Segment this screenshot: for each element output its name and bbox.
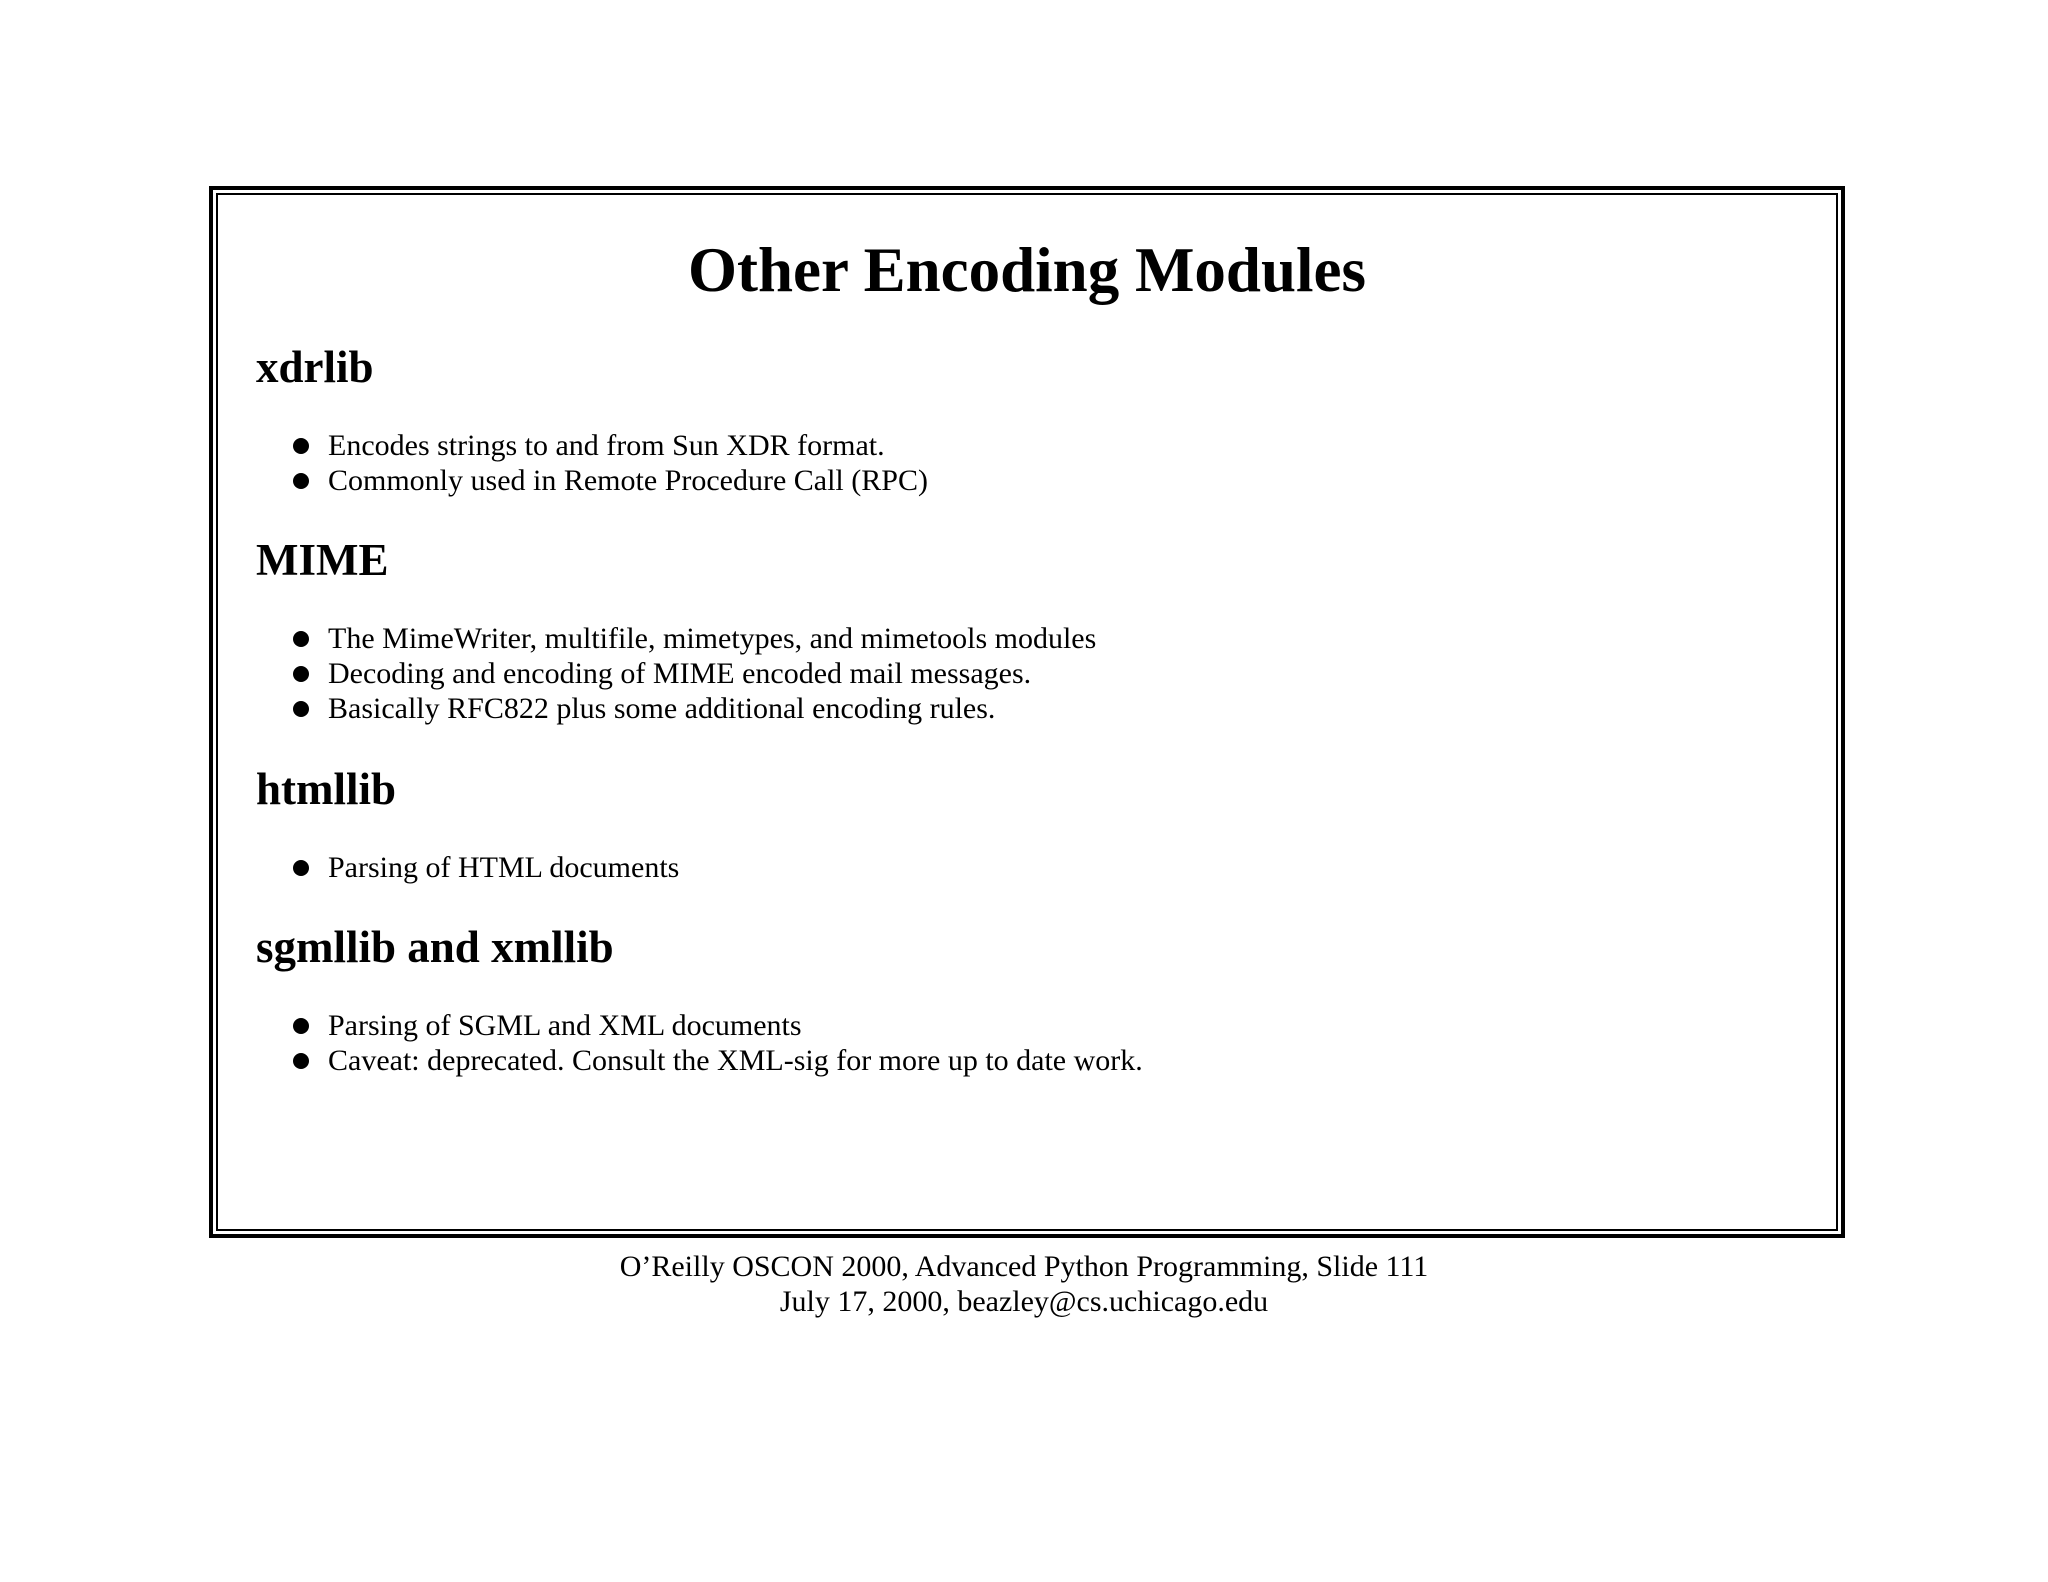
list-item-text: Commonly used in Remote Procedure Call (RPC) xyxy=(328,464,928,497)
list-item xyxy=(290,656,1096,691)
list-item xyxy=(290,463,928,498)
bullet-list-xdrlib xyxy=(290,428,928,498)
section-heading-sgmllib-xmllib: sgmllib and xmllib xyxy=(256,922,614,972)
bullet-dot-icon xyxy=(293,438,309,454)
bullet-dot-icon xyxy=(293,1018,309,1034)
slide-footer xyxy=(0,1249,2048,1319)
list-item-text: Encodes strings to and from Sun XDR format. xyxy=(328,429,885,462)
bullet-dot-icon xyxy=(293,701,309,717)
list-item xyxy=(290,691,1096,726)
bullet-list-mime xyxy=(290,621,1096,726)
footer-line-1: O’Reilly OSCON 2000, Advanced Python Programming, Slide 111 xyxy=(619,1250,1429,1283)
list-item-text: Basically RFC822 plus some additional encoding rules. xyxy=(328,692,996,725)
bullet-dot-icon xyxy=(293,631,309,647)
bullet-list-htmllib xyxy=(290,850,679,885)
bullet-list-sgmllib-xmllib xyxy=(290,1008,1143,1078)
section-heading-mime: MIME xyxy=(256,535,389,585)
list-item xyxy=(290,1043,1143,1078)
bullet-dot-icon xyxy=(293,860,309,876)
list-item xyxy=(290,621,1096,656)
footer-line-2: July 17, 2000, beazley@cs.uchicago.edu xyxy=(779,1285,1269,1318)
bullet-dot-icon xyxy=(293,1053,309,1069)
slide-title: Other Encoding Modules xyxy=(688,235,1366,305)
list-item-text: Caveat: deprecated. Consult the XML-sig for more up to date work. xyxy=(328,1044,1143,1077)
section-heading-htmllib: htmllib xyxy=(256,764,397,814)
bullet-dot-icon xyxy=(293,473,309,489)
list-item-text: The MimeWriter, multifile, mimetypes, and mimetools modules xyxy=(328,622,1097,655)
section-heading-xdrlib: xdrlib xyxy=(256,342,374,392)
list-item-text: Parsing of HTML documents xyxy=(328,851,680,884)
list-item-text: Parsing of SGML and XML documents xyxy=(328,1009,802,1042)
list-item-text: Decoding and encoding of MIME encoded mail messages. xyxy=(328,657,1032,690)
bullet-dot-icon xyxy=(293,666,309,682)
list-item xyxy=(290,850,679,885)
list-item xyxy=(290,1008,1143,1043)
list-item xyxy=(290,428,928,463)
